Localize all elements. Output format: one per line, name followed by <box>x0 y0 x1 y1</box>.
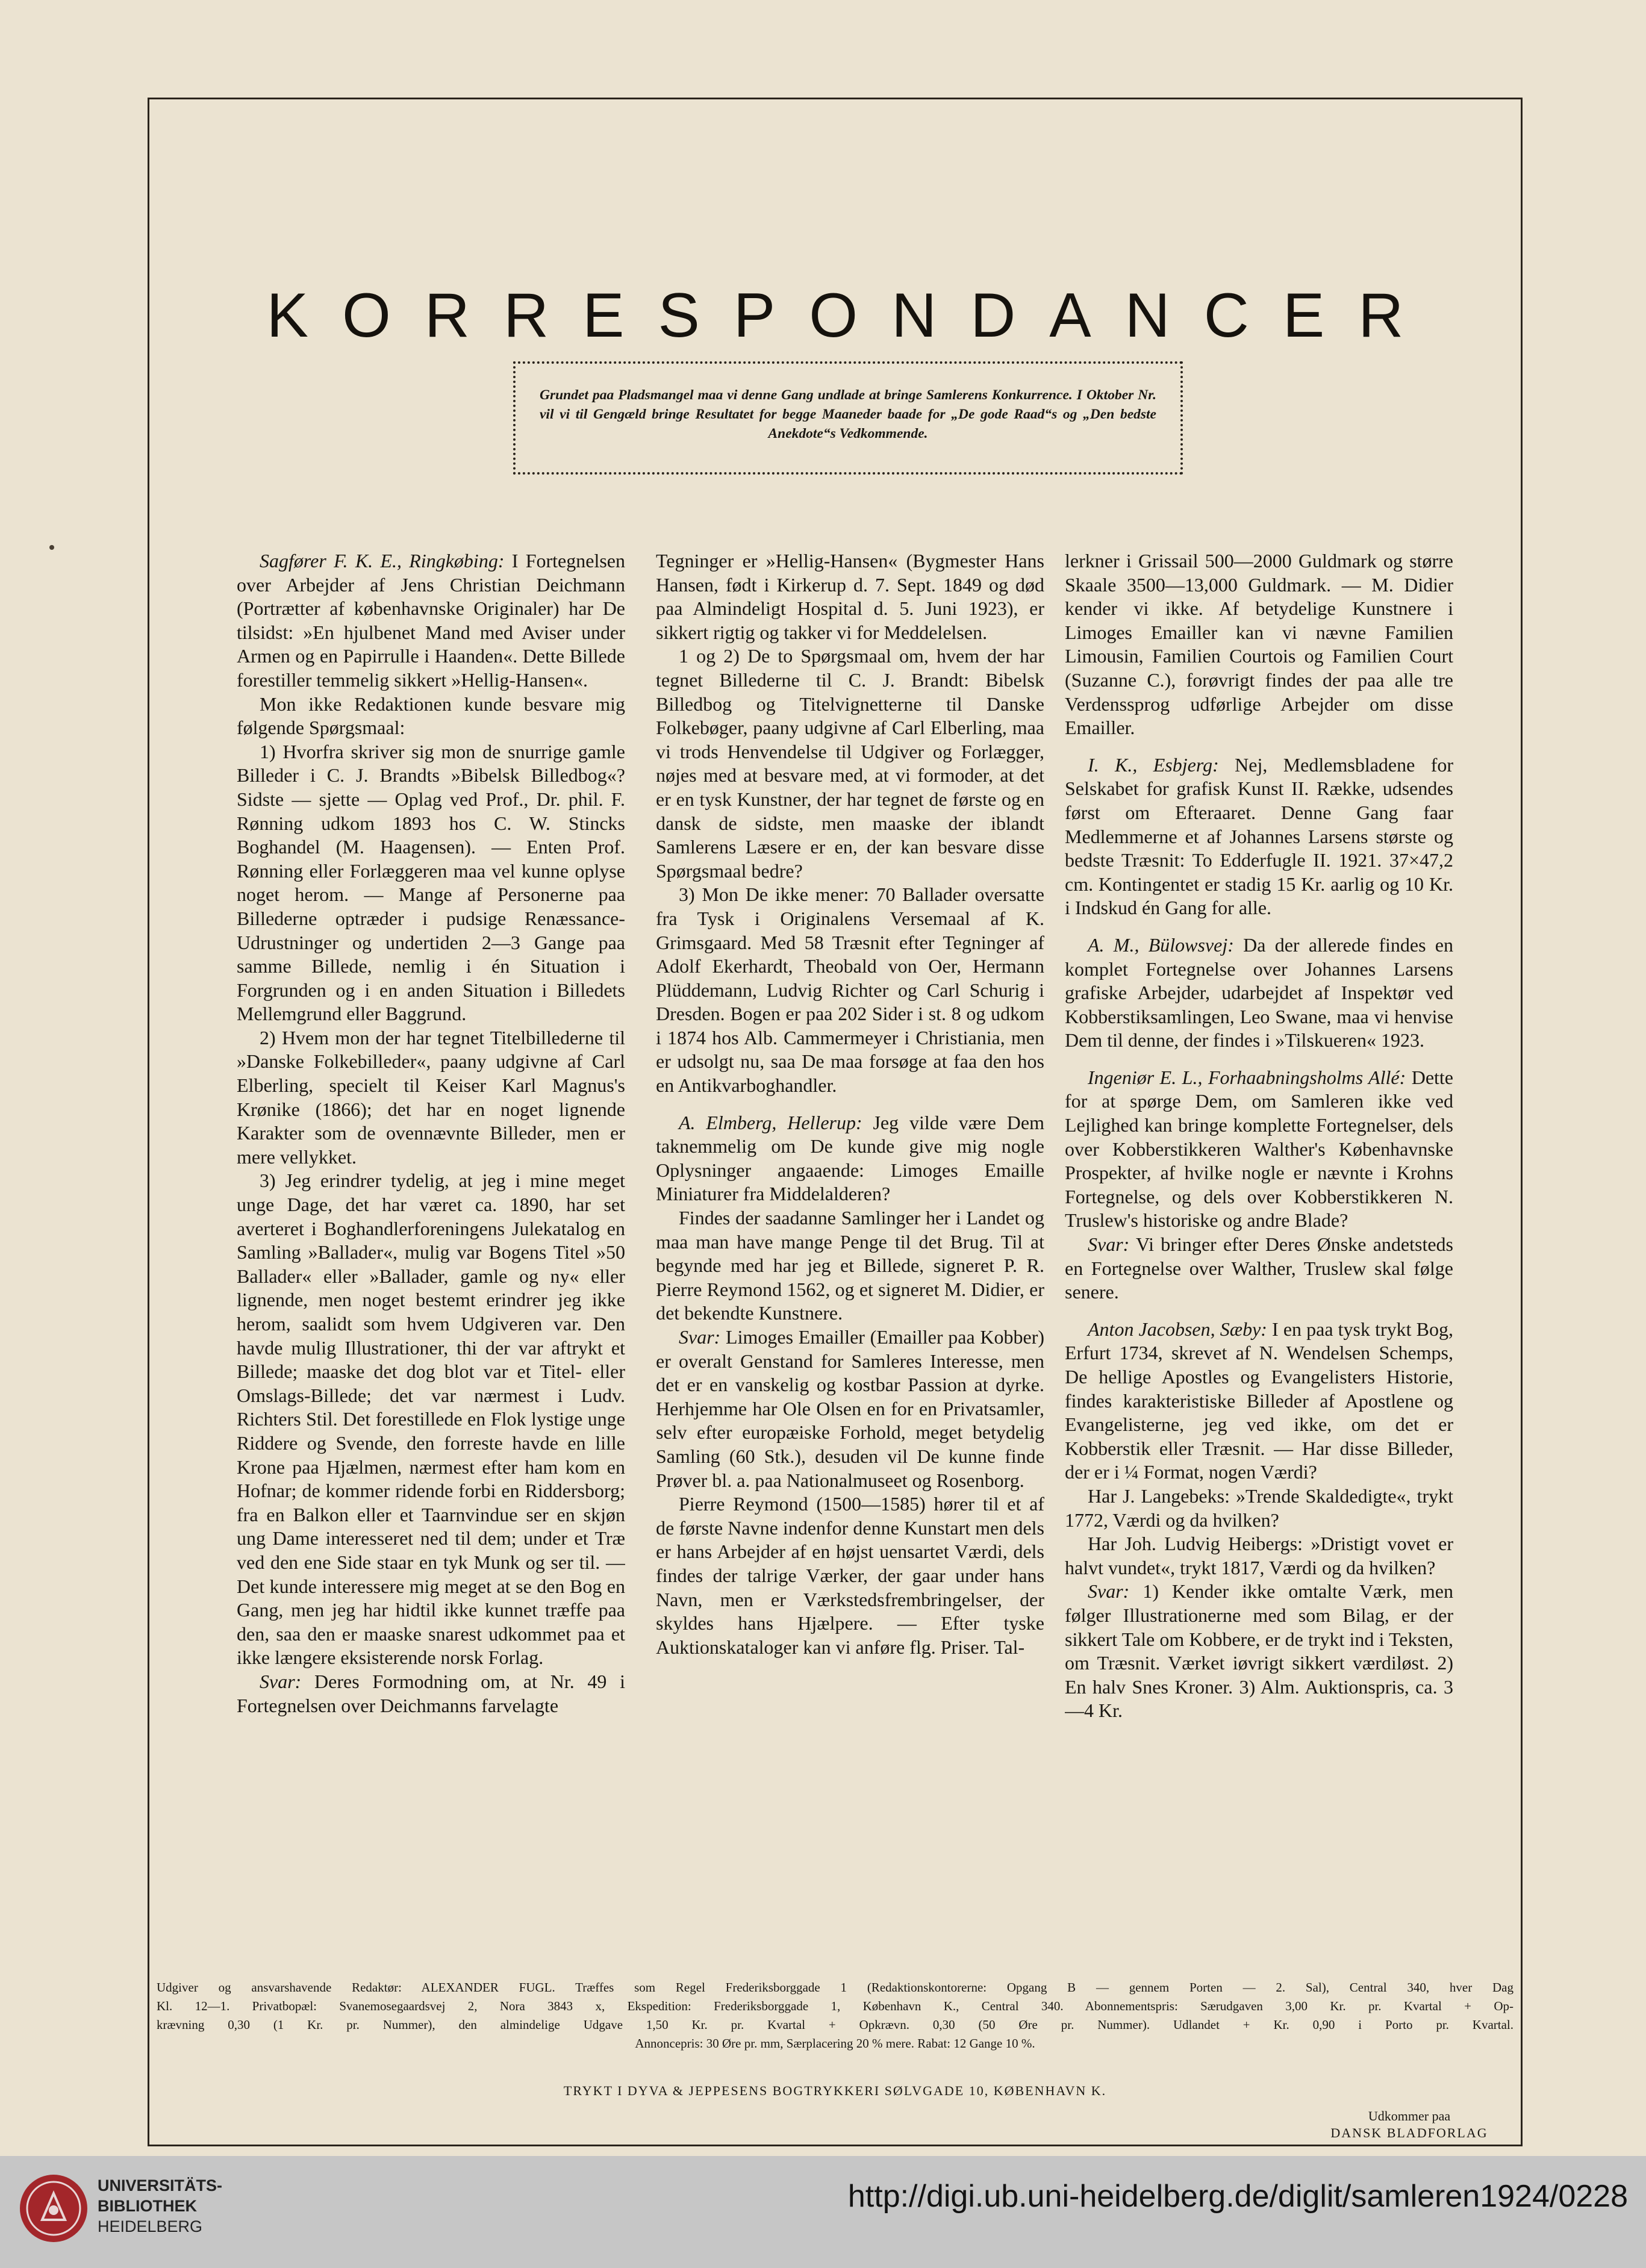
column-paragraph <box>237 1670 625 1718</box>
library-line-1: UNIVERSITÄTS- <box>98 2176 223 2195</box>
column-paragraph <box>1065 1532 1453 1580</box>
column-paragraph <box>1065 549 1453 740</box>
article-columns <box>237 549 1453 1847</box>
paragraph-text: I Fortegnelsen over Arbejder af Jens Christian Deichmann (Portrætter af københavnske Originaler) har De tilsidst: »En hjulbenet Mand med Aviser under Armen og en Papirrulle i Haanden«. Dette Billede forestiller temmelig sikkert »Hellig-Hansen«. <box>237 550 625 691</box>
column-3 <box>1065 549 1453 1847</box>
column-paragraph <box>1065 1580 1453 1723</box>
paragraph-text: Findes der saadanne Samlinger her i Landet og maa man have mange Penge til det Brug. Til at begynde med har jeg et Billede, signeret P. R. Pierre Reymond 1562, og et signeret M. Didier, er det bekendte Kunstnere. <box>656 1207 1044 1324</box>
paragraph-text: 3) Jeg erindrer tydelig, at jeg i mine meget unge Dage, det har været ca. 1890, har set averteret i Boghandlerforeningens Julekatalog en Samling »Ballader«, mulig var Bogens Titel »50 Ballader« eller »Ballader, gamle og ny« eller lignende, men noget bestemt erindrer jeg ikke herom, saalidt som hvem Udgiveren var. Den havde mulig Illustrationer, thi der var aftrykt et Billede; maaske det dog blot var et Titel- eller Omslags-Billede; det var nærmest i Ludv. Richters Stil. Det forestillede en Flok lystige unge Riddere og Svende, den forreste havde en lille Krone paa Hjælmen, nærmest efter ham kom en Hofnar; de kommer ridende forbi en Riddersborg; fra en Balkon eller et Taarnvindue ser en skjøn ung Dame interesseret ned til dem; under et Træ ved den ene Side staar en tyk Munk og ser til. — Det kunde interessere mig meget at se den Bog en Gang, men jeg har hidtil ikke kunnet træffe paa den, saa den er maaske snarest udkommet paa et ikke længere eksisterende norsk Forlag. <box>237 1170 625 1669</box>
correspondent-name: A. Elmberg, Hellerup: <box>679 1111 862 1133</box>
paragraph-text: 1) Kender ikke omtalte Værk, men følger Illustrationerne med som Bilag, er der sikkert Tale om Kobbere, er de trykt ind i Teksten, om Træsnit. Værket iøvrigt sikkert værdiløst. 2) En halv Snes Kroner. 3) Alm. Auktionspris, ca. 3—4 Kr. <box>1065 1580 1453 1722</box>
notice-box: Grundet paa Pladsmangel maa vi denne Gang undlade at bringe Samlerens Konkurrence. I Oktober Nr. vil vi til Gengæld bringe Resultatet for begge Maaneder baade for „De gode Raad“s og „Den bedste Anekdote“s Vedkommende. <box>513 361 1183 475</box>
library-name <box>98 2175 222 2237</box>
column-paragraph <box>656 1206 1044 1326</box>
paragraph-text: Jeg vilde være Dem taknemmelig om De kunde give mig nogle Oplysninger angaaende: Limoges Emaille Miniaturer fra Middelalderen? <box>656 1111 1044 1205</box>
correspondent-name: A. M., Bülowsvej: <box>1088 933 1234 956</box>
paragraph-text: Da der allerede findes en komplet Fortegnelse over Johannes Larsens grafiske Arbejder, udarbejdet af Inspektør ved Kobberstiksamlingen, Leo Swane, maa vi henvise Dem til denne, der findes i »Tilskueren« 1923. <box>1065 933 1453 1051</box>
paragraph-text: Har J. Langebeks: »Trende Skaldedigte«, trykt 1772, Værdi og da hvilken? <box>1065 1484 1453 1531</box>
imprint-line: Kl. 12—1. Privatbopæl: Svanemosegaardsvej 2, Nora 3843 x, Ekspedition: Frederiksborggade 1, København K., Central 340. Abonnementspris: Særudgaven 3,00 Kr. pr. Kvartal + Op- <box>157 1999 1514 2013</box>
paragraph-text: Nej, Medlemsbladene for Selskabet for grafisk Kunst II. Række, udsendes først om Efteraaret. Denne Gang faar Medlemmerne et af Johannes Larsens største og bedste Træsnit: To Edderfugle II. 1921. 37×47,2 cm. Kontingentet er stadig 15 Kr. aarlig og 10 Kr. i Indskud én Gang for alle. <box>1065 753 1453 919</box>
column-paragraph <box>656 1492 1044 1659</box>
correspondent-name: I. K., Esbjerg: <box>1088 753 1219 776</box>
paragraph-text: Pierre Reymond (1500—1585) hører til et af de første Navne indenfor denne Kunstart men dels er hans Arbejder af en højst uensartet Værdi, dels findes der talrige Værker, der gaar under hans Navn, men er Værkstedsfrembringelser, der skyldes hans Hjælpere. — Efter tyske Auktionskataloger kan vi anføre flg. Priser. Tal- <box>656 1493 1044 1658</box>
column-paragraph <box>237 1026 625 1170</box>
column-paragraph <box>237 693 625 740</box>
column-paragraph <box>237 549 625 693</box>
publisher-line-2: DANSK BLADFORLAG <box>1330 2125 1488 2140</box>
column-paragraph <box>656 1326 1044 1492</box>
column-paragraph <box>1065 1233 1453 1304</box>
margin-dot <box>49 545 54 550</box>
column-paragraph <box>656 883 1044 1097</box>
column-paragraph <box>1065 1318 1453 1484</box>
paragraph-text: I en paa tysk trykt Bog, Erfurt 1734, skrevet af N. Wendelsen Schemps, De hellige Apostles og Evangelisters Historie, findes karakteristiske Billeder af Apostlene og Evangelisterne, jeg ved ikke, om det er Kobberstik eller Træsnit. — Har disse Billeder, der er i ¼ Format, nogen Værdi? <box>1065 1318 1453 1483</box>
paragraph-text: Mon ikke Redaktionen kunde besvare mig følgende Spørgsmaal: <box>237 693 625 739</box>
paragraph-text: Har Joh. Ludvig Heibergs: »Dristigt vovet er halvt vundet«, trykt 1817, Værdi og da hvilken? <box>1065 1533 1453 1578</box>
paragraph-text: 2) Hvem mon der har tegnet Titelbillederne til »Danske Folkebilleder«, paany udgivne af Carl Elberling, specielt til Keiser Karl Magnus's Krønike (1866); det har en noget lignende Karakter som de ovennævnte Billeder, men er mere vellykket. <box>237 1026 625 1168</box>
university-seal-icon <box>18 2173 89 2244</box>
publisher-note <box>1295 2108 1524 2142</box>
column-paragraph <box>237 1169 625 1669</box>
paragraph-text: 3) Mon De ikke mener: 70 Ballader oversatte fra Tysk i Originalens Versemaal af K. Grimsgaard. Med 58 Træsnit efter Tegninger af Adolf Ekerhardt, Theobald von Oer, Hermann Plüddemann, Ludvig Richter og Carl Schurig i Dresden. Bogen er paa 202 Sider i st. 8 og udkom i 1874 hos Alb. Cammermeyer i Christiania, men er udsolgt nu, saa De maa forsøge at faa den hos en Antikvarboghandler. <box>656 883 1044 1097</box>
paragraph-text: lerkner i Grissail 500—2000 Guldmark og større Skaale 3500—13,000 Guldmark. — M. Didier kender vi ikke. Af betydelige Kunstnere i Limoges Emailler kan vi nævne Familien Limousin, Familien Courtois og Familien Court (Suzanne C.), forøvrigt findes der paa alle tre Verdenssprog udførlige Arbejder om disse Emailler. <box>1065 550 1453 739</box>
column-2 <box>656 549 1044 1847</box>
printer-line: TRYKT I DYVA & JEPPESENS BOGTRYKKERI SØLVGADE 10, KØBENHAVN K. <box>563 2083 1107 2098</box>
imprint-footer <box>157 1978 1514 2053</box>
imprint-line: Udgiver og ansvarshavende Redaktør: ALEXANDER FUGL. Træffes som Regel Frederiksborggade 1 (Redaktionskontorerne: Opgang B — gennem Porten — 2. Sal), Central 340, hver Dag <box>157 1980 1514 1995</box>
paragraph-text: Limoges Emailler (Emailler paa Kobber) er overalt Genstand for Samleres Interesse, men det er en vanskelig og kostbar Passion at dyrke. Herhjemme har Ole Olsen en for en Privatsamler, selv efter europæiske Forhold, meget betydelig Samling (60 Stk.), desuden vil De kunne finde Prøver bl. a. paa Nationalmuseet og Rosenborg. <box>656 1326 1044 1491</box>
correspondent-name: Svar: <box>1088 1580 1130 1603</box>
publisher-line-1: Udkommer paa <box>1368 2108 1451 2123</box>
correspondent-name: Svar: <box>260 1670 302 1692</box>
paragraph-text: 1 og 2) De to Spørgsmaal om, hvem der har tegnet Billederne til C. J. Brandt: Bibelsk Billedbog og Titelvignetterne til Danske Folkebøger, paany udgivne af Carl Elberling, maa vi trods Henvendelse til Udgiver og Forlægger, nøjes med at besvare med, at vi formoder, at det er en tysk Kunstner, der har tegnet de første og en dansk de sidste, men maaske der iblandt Samlerens Læsere er en, der kan besvare disse Spørgsmaal bedre? <box>656 645 1044 882</box>
column-1 <box>237 549 625 1847</box>
column-paragraph <box>1065 1484 1453 1532</box>
correspondent-name: Ingeniør E. L., Forhaabningsholms Allé: <box>1088 1066 1406 1088</box>
column-paragraph <box>237 740 625 1026</box>
paragraph-text: Dette for at spørge Dem, om Samleren ikke ved Lejlighed kan bringe komplette Fortegnelser, dels over Kobberstikkeren Walther's Københavnske Prospekter, af hvilke nogle er nævnte i Krohns Fortegnelse, og dels over Kobberstikkeren N. Truslew's historiske og andre Blade? <box>1065 1066 1453 1232</box>
column-paragraph <box>1065 933 1453 1053</box>
paragraph-text: Vi bringer efter Deres Ønske andetsteds en Fortegnelse over Walther, Truslew skal følge senere. <box>1065 1233 1453 1303</box>
imprint-line: krævning 0,30 (1 Kr. pr. Nummer), den almindelige Udgave 1,50 Kr. pr. Kvartal + Opkrævn. 0,30 (50 Øre pr. Nummer). Udlandet + Kr. 0,90 i Porto pr. Kvartal. <box>157 2017 1514 2032</box>
permalink-url[interactable]: http://digi.ub.uni-heidelberg.de/diglit/samleren1924/0228 <box>847 2179 1628 2214</box>
paragraph-text: 1) Hvorfra skriver sig mon de snurrige gamle Billeder i C. J. Brandts »Bibelsk Billedbog«? Sidste — sjette — Oplag ved Prof., Dr. phil. F. Rønning udkom 1893 hos C. W. Stincks Boghandel (M. Haagensen). — Enten Prof. Rønning eller Forlæggeren maa vel kunne oplyse noget herom. — Mange af Personerne paa Billederne optræder i pudsige Renæssance-Udrustninger og undertiden 2—3 Gange paa samme Billede, nemlig i én Situation i Forgrunden og i en anden Situation i Billedets Mellemgrund eller Baggrund. <box>237 740 625 1025</box>
column-paragraph <box>656 644 1044 883</box>
library-line-3: HEIDELBERG <box>98 2217 203 2235</box>
correspondent-name: Svar: <box>1088 1233 1130 1256</box>
column-paragraph <box>656 549 1044 644</box>
correspondent-name: Svar: <box>679 1326 721 1348</box>
correspondent-name: Sagfører F. K. E., Ringkøbing: <box>260 550 505 572</box>
library-line-2: BIBLIOTHEK <box>98 2197 197 2215</box>
paragraph-text: Deres Formodning om, at Nr. 49 i Fortegnelsen over Deichmanns farvelagte <box>237 1670 625 1716</box>
imprint-line: Annoncepris: 30 Øre pr. mm, Særplacering 20 % mere. Rabat: 12 Gange 10 %. <box>635 2036 1035 2051</box>
page-title: KORRESPONDANCER <box>266 280 1438 350</box>
column-paragraph <box>1065 753 1453 920</box>
column-paragraph <box>656 1111 1044 1206</box>
correspondent-name: Anton Jacobsen, Sæby: <box>1088 1318 1267 1340</box>
column-paragraph <box>1065 1066 1453 1233</box>
paragraph-text: Tegninger er »Hellig-Hansen« (Bygmester Hans Hansen, født i Kirkerup d. 7. Sept. 1849 og død paa Almindeligt Hospital d. 5. Juni 1923), er sikkert rigtig og takker vi for Meddelelsen. <box>656 550 1044 643</box>
